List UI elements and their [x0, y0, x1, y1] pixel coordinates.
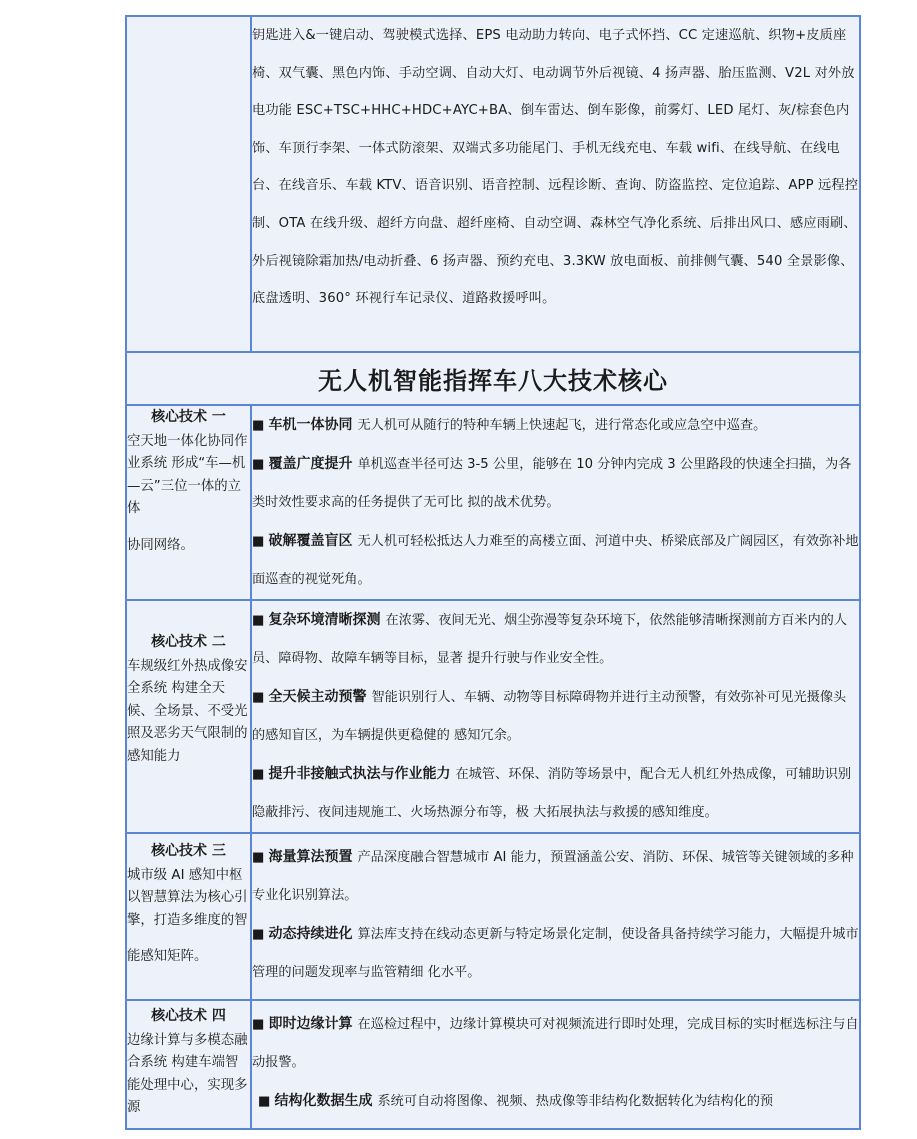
point-text: 系统可自动将图像、视频、热成像等非结构化数据转化为结构化的预 [377, 1094, 774, 1109]
core-point [252, 915, 859, 992]
point-text: 在巡检过程中，边缘计算模块可对视频流进行即时处理，完成目标的实时框选标注与自动报警。 [252, 1017, 859, 1070]
core-label-cell [126, 833, 251, 1000]
core-row-4 [126, 1000, 860, 1129]
core-name: 核心技术 一 [151, 409, 226, 425]
core-point [252, 522, 859, 599]
point-heading: 车机一体协同 [268, 417, 353, 433]
bullet-square-icon: ■ [252, 850, 265, 865]
core-points-cell [251, 1000, 860, 1129]
core-row-1 [126, 405, 860, 600]
spec-table [125, 15, 861, 1130]
features-text: 钥匙进入&一键启动、驾驶模式选择、EPS 电动助力转向、电子式怀挡、CC 定速巡航、织物+皮质座椅、双气囊、黑色内饰、手动空调、自动大灯、电动调节外后视镜、4 扬声器、胎压监测、V2L 对外放电功能 ESC+TSC+HHC+HDC+AYC+BA、倒车雷达、倒车影像，前雾灯、LED 尾灯、灰/棕套色内饰、车顶行李架、一体式防滚架、双端式多功能尾门、手机无线充电、车载 wifi、在线导航、在线电台、在线音乐、车载 KTV、语音识别、语音控制、远程诊断、查询、防盗监控、定位追踪、APP 远程控制、OTA 在线升级、超纤方向盘、超纤座椅、自动空调、森林空气净化系统、后排出风口、感应雨刷、外后视镜除霜加热/电动折叠、6 扬声器、预约充电、3.3KW 放电面板、前排侧气囊、540 全景影像、底盘透明、360° 环视行车记录仪、道路救援呼叫。 [252, 28, 859, 307]
core-label-cell [126, 405, 251, 600]
point-heading: 复杂环境清晰探测 [268, 612, 381, 628]
features-row [126, 16, 860, 352]
bullet-square-icon: ■ [252, 534, 265, 549]
point-text: 产品深度融合智慧城市 AI 能力，预置涵盖公安、消防、环保、城管等关键领域的多种专业化识别算法。 [252, 850, 854, 903]
point-text: 在浓雾、夜间无光、烟尘弥漫等复杂环境下，依然能够清晰探测前方百米内的人员、障碍物、故障车辆等目标，显著 提升行驶与作业安全性。 [252, 613, 848, 666]
bullet-square-icon: ■ [252, 767, 265, 782]
point-text: 算法库支持在线动态更新与特定场景化定制，使设备具备持续学习能力，大幅提升城市管理的问题发现率与监管精细 化水平。 [252, 927, 859, 980]
core-name: 核心技术 四 [151, 1008, 226, 1024]
core-label-cell [126, 600, 251, 833]
core-desc-last: 能感知矩阵。 [127, 949, 208, 964]
core-point [252, 1082, 859, 1121]
core-desc: 边缘计算与多模态融合系统 构建车端智能处理中心，实现多源 [127, 1032, 248, 1115]
point-text: 单机巡查半径可达 3-5 公里，能够在 10 分钟内完成 3 公里路段的快速全扫描，为各类时效性要求高的任务提供了无可比 拟的战术优势。 [252, 457, 852, 510]
point-heading: 即时边缘计算 [268, 1016, 353, 1032]
core-label-cell [126, 1000, 251, 1129]
bullet-square-icon: ■ [252, 418, 265, 433]
core-point [252, 1005, 859, 1082]
core-point [252, 601, 859, 678]
bullet-square-icon: ■ [252, 1017, 265, 1032]
core-desc: 空天地一体化协同作业系统 形成“车—机—云”三位一体的立体 [127, 433, 248, 516]
core-desc: 车规级红外热成像安全系统 构建全天候、全场景、不受光照及恶劣天气限制的感知能力 [127, 658, 248, 764]
point-heading: 覆盖广度提升 [268, 456, 353, 472]
bullet-square-icon: ■ [252, 613, 265, 628]
bullet-square-icon: ■ [252, 457, 265, 472]
point-text: 在城管、环保、消防等场景中，配合无人机红外热成像，可辅助识别隐蔽排污、夜间违规施工、火场热源分布等，极 大拓展执法与救援的感知维度。 [252, 767, 852, 820]
core-desc: 城市级 AI 感知中枢 以智慧算法为核心引擎，打造多维度的智 [127, 867, 248, 928]
point-text: 无人机可轻松抵达人力难至的高楼立面、河道中央、桥梁底部及广阔园区，有效弥补地面巡查的视觉死角。 [252, 534, 859, 587]
point-text: 无人机可从随行的特种车辆上快速起飞，进行常态化或应急空中巡查。 [357, 418, 767, 433]
point-heading: 动态持续进化 [268, 926, 353, 942]
core-point [252, 838, 859, 915]
core-points-cell [251, 405, 860, 600]
core-points-cell [251, 833, 860, 1000]
point-heading: 海量算法预置 [268, 849, 353, 865]
core-points-cell [251, 600, 860, 833]
bullet-square-icon: ■ [258, 1094, 271, 1109]
point-heading: 提升非接触式执法与作业能力 [268, 766, 451, 782]
core-point [252, 678, 859, 755]
core-row-3 [126, 833, 860, 1000]
section-title: 无人机智能指挥车八大技术核心 [318, 367, 668, 395]
core-row-2 [126, 600, 860, 833]
point-heading: 全天候主动预警 [268, 689, 367, 705]
core-name: 核心技术 二 [151, 634, 226, 650]
core-desc-last: 协同网络。 [127, 537, 194, 553]
bullet-square-icon: ■ [252, 690, 265, 705]
bullet-square-icon: ■ [252, 927, 265, 942]
section-title-cell [126, 352, 860, 405]
core-name: 核心技术 三 [151, 843, 226, 859]
point-heading: 结构化数据生成 [274, 1093, 373, 1109]
section-title-row [126, 352, 860, 405]
point-heading: 破解覆盖盲区 [268, 533, 353, 549]
core-point [252, 755, 859, 832]
point-text: 智能识别行人、车辆、动物等目标障碍物并进行主动预警，有效弥补可见光摄像头的感知盲区，为车辆提供更稳健的 感知冗余。 [252, 690, 847, 743]
core-point [252, 445, 859, 522]
features-cell [251, 16, 860, 352]
features-label-cell [126, 16, 251, 352]
core-point [252, 406, 859, 445]
